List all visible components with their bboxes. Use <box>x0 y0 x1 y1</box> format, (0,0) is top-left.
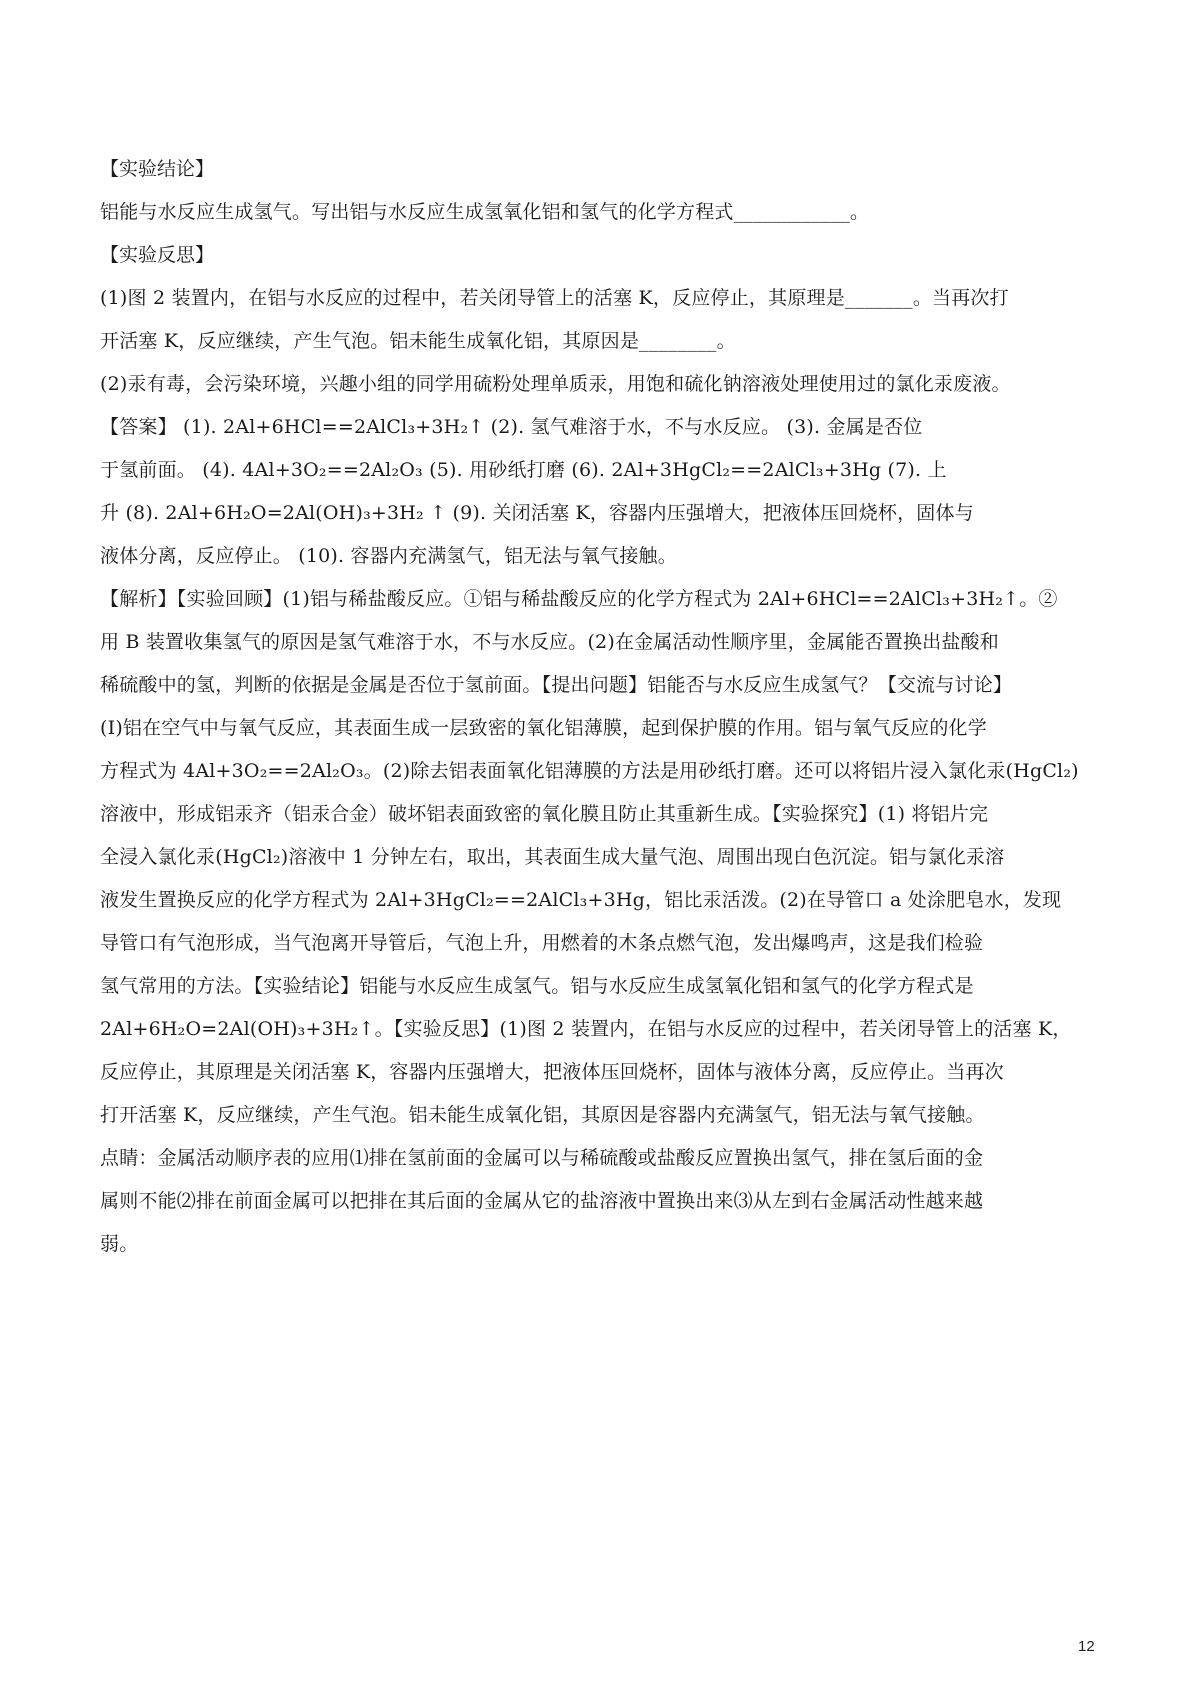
reflection-line: 开活塞 K，反应继续，产生气泡。铝未能生成氧化铝，其原因是________。 <box>100 330 736 352</box>
analysis-line: (I)铝在空气中与氧气反应，其表面生成一层致密的氧化铝薄膜，起到保护膜的作用。铝与氧气反应的化学 <box>100 717 987 739</box>
conclusion-text: 铝能与水反应生成氢气。写出铝与水反应生成氢氧化铝和氢气的化学方程式____________。 <box>100 201 870 223</box>
reflection-heading: 【实验反思】 <box>100 244 215 266</box>
reflection-line: (2)汞有毒，会污染环境，兴趣小组的同学用硫粉处理单质汞，用饱和硫化钠溶液处理使用过的氯化汞废液。 <box>100 373 1011 395</box>
analysis-line: 反应停止，其原理是关闭活塞 K，容器内压强增大，把液体压回烧杯，固体与液体分离，反应停止。当再次 <box>100 1061 1004 1083</box>
analysis-line: 溶液中，形成铝汞齐（铝汞合金）破坏铝表面致密的氧化膜且防止其重新生成。【实验探究】(1) 将铝片完 <box>100 803 989 825</box>
page-content <box>100 148 1110 1266</box>
analysis-line: 2Al+6H₂O=2Al(OH)₃+3H₂↑。【实验反思】(1)图 2 装置内，在铝与水反应的过程中，若关闭导管上的活塞 K， <box>100 1018 1072 1040</box>
answer-line: 升 (8). 2Al+6H₂O=2Al(OH)₃+3H₂ ↑ (9). 关闭活塞 K，容器内压强增大，把液体压回烧杯，固体与 <box>100 502 974 524</box>
analysis-line: 属则不能⑵排在前面金属可以把排在其后面的金属从它的盐溶液中置换出来⑶从左到右金属活动性越来越 <box>100 1190 984 1212</box>
analysis-line: 液发生置换反应的化学方程式为 2Al+3HgCl₂==2AlCl₃+3Hg，铝比汞活泼。(2)在导管口 a 处涂肥皂水，发现 <box>100 889 1062 911</box>
analysis-line: 弱。 <box>100 1233 139 1255</box>
reflection-line: (1)图 2 装置内，在铝与水反应的过程中，若关闭导管上的活塞 K，反应停止，其原理是_______。当再次打 <box>100 287 1009 309</box>
analysis-line: 导管口有气泡形成，当气泡离开导管后，气泡上升，用燃着的木条点燃气泡，发出爆鸣声，这是我们检验 <box>100 932 984 954</box>
analysis-line: 用 B 装置收集氢气的原因是氢气难溶于水，不与水反应。(2)在金属活动性顺序里，金属能否置换出盐酸和 <box>100 631 999 653</box>
analysis-line: 稀硫酸中的氢，判断的依据是金属是否位于氢前面。【提出问题】铝能否与水反应生成氢气？【交流与讨论】 <box>100 674 1013 696</box>
analysis-line: 打开活塞 K，反应继续，产生气泡。铝未能生成氧化铝，其原因是容器内充满氢气，铝无法与氧气接触。 <box>100 1104 985 1126</box>
analysis-line: 【解析】【实验回顾】(1)铝与稀盐酸反应。①铝与稀盐酸反应的化学方程式为 2Al+6HCl==2AlCl₃+3H₂↑。② <box>100 588 1058 610</box>
answer-line: 于氢前面。 (4). 4Al+3O₂==2Al₂O₃ (5). 用砂纸打磨 (6). 2Al+3HgCl₂==2AlCl₃+3Hg (7). 上 <box>100 459 947 481</box>
analysis-line: 方程式为 4Al+3O₂==2Al₂O₃。(2)除去铝表面氧化铝薄膜的方法是用砂纸打磨。还可以将铝片浸入氯化汞(HgCl₂) <box>100 760 1079 782</box>
analysis-line: 氢气常用的方法。【实验结论】铝能与水反应生成氢气。铝与水反应生成氢氧化铝和氢气的化学方程式是 <box>100 975 974 997</box>
answer-line: 液体分离，反应停止。 (10). 容器内充满氢气，铝无法与氧气接触。 <box>100 545 677 567</box>
answer-line: 【答案】 (1). 2Al+6HCl==2AlCl₃+3H₂↑ (2). 氢气难溶于水，不与水反应。 (3). 金属是否位 <box>100 416 923 438</box>
analysis-line: 点睛：金属活动顺序表的应用⑴排在氢前面的金属可以与稀硫酸或盐酸反应置换出氢气，排在氢后面的金 <box>100 1147 984 1169</box>
conclusion-heading: 【实验结论】 <box>100 158 215 180</box>
page-number: 12 <box>1078 1638 1095 1655</box>
analysis-line: 全浸入氯化汞(HgCl₂)溶液中 1 分钟左右，取出，其表面生成大量气泡、周围出现白色沉淀。铝与氯化汞溶 <box>100 846 1005 868</box>
